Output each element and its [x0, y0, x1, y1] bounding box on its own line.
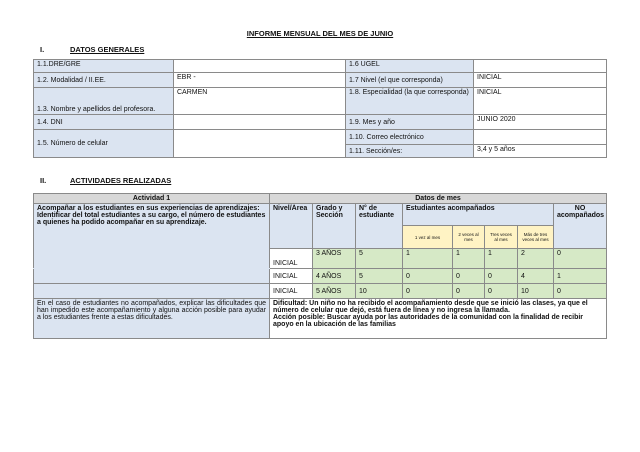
nivel-value: INICIAL — [474, 73, 607, 88]
row-numero: 5 — [356, 269, 403, 284]
activities-table — [33, 193, 607, 339]
col-acompanados-header: Estudiantes acompañados — [403, 204, 554, 226]
row-grado: 5 AÑOS — [313, 284, 356, 299]
sub-header-4: Más de tres veces al mes — [518, 226, 554, 249]
dni-value — [174, 115, 346, 130]
dificultad-response — [270, 299, 607, 339]
especialidad-label: 1.8. Especialidad (la que corresponda) — [346, 88, 474, 115]
row-no: 0 — [554, 284, 607, 299]
row-v4: 2 — [518, 249, 554, 269]
row-v3: 0 — [485, 284, 518, 299]
dificultad-prompt: En el caso de estudiantes no acompañados, explicar las dificultades que han impedido este acompañamiento y alguna acción posible para ayudar a los estudiantes frente a estas dificultades. — [34, 299, 270, 339]
table-row — [34, 269, 607, 284]
row-nivel: INICIAL — [270, 249, 313, 269]
sub-header-1: 1 vez al mes — [403, 226, 453, 249]
actividad-description: Acompañar a los estudiantes en sus experiencias de aprendizajes: Identificar del total estudiantes a su cargo, el número de estudiantes a quienes ha podido acompañar en su aprendizaje. — [34, 204, 270, 269]
row-v2: 1 — [453, 249, 485, 269]
seccion-label: 1.11. Sección/es: — [346, 145, 474, 158]
row-v4: 10 — [518, 284, 554, 299]
row-v2: 0 — [453, 269, 485, 284]
row-grado: 4 AÑOS — [313, 269, 356, 284]
especialidad-value: INICIAL — [474, 88, 607, 115]
seccion-value: 3,4 y 5 años — [474, 145, 607, 158]
row-v3: 0 — [485, 269, 518, 284]
col-nivel-header: Nivel/Área — [270, 204, 313, 249]
modalidad-label: 1.2. Modalidad / II.EE. — [34, 73, 174, 88]
report-title: INFORME MENSUAL DEL MES DE JUNIO — [246, 29, 394, 38]
section-label: ACTIVIDADES REALIZADAS — [70, 176, 172, 185]
mes-value: JUNIO 2020 — [474, 115, 607, 130]
nombre-value: CARMEN — [174, 88, 346, 115]
general-data-table — [33, 59, 607, 158]
row-v4: 4 — [518, 269, 554, 284]
col-numero-header: N° de estudiante — [356, 204, 403, 249]
sub-header-3: Tres veces al mes — [485, 226, 518, 249]
datos-header: Datos de mes — [270, 194, 607, 204]
dificultad-text: Dificultad: Un niño no ha recibido el acompañamiento desde que se inició las clases, ya que el número de celular que dejó, está fuera de línea y no ingresa la llamada. — [273, 300, 588, 314]
ugel-value — [474, 60, 607, 73]
col-no-acompanados-header: NO acompañados — [554, 204, 607, 249]
row-numero: 10 — [356, 284, 403, 299]
row-v3: 1 — [485, 249, 518, 269]
row-grado: 3 AÑOS — [313, 249, 356, 269]
modalidad-value: EBR - — [174, 73, 346, 88]
correo-label: 1.10. Correo electrónico — [346, 130, 474, 145]
row-v1: 0 — [403, 269, 453, 284]
section-number: I. — [40, 45, 45, 54]
section-label: DATOS GENERALES — [70, 45, 145, 54]
col-grado-header: Grado y Sección — [313, 204, 356, 249]
actividad-header: Actividad 1 — [34, 194, 270, 204]
celular-value — [174, 130, 346, 158]
row-no: 1 — [554, 269, 607, 284]
row-numero: 5 — [356, 249, 403, 269]
row-nivel: INICIAL — [270, 269, 313, 284]
row-v1: 1 — [403, 249, 453, 269]
row-v1: 0 — [403, 284, 453, 299]
ugel-label: 1.6 UGEL — [346, 60, 474, 73]
dni-label: 1.4. DNI — [34, 115, 174, 130]
dre-label: 1.1.DRE/GRE — [34, 60, 174, 73]
section-number: II. — [40, 176, 47, 185]
row-v2: 0 — [453, 284, 485, 299]
dre-value — [174, 60, 346, 73]
nivel-label: 1.7 Nivel (el que corresponda) — [346, 73, 474, 88]
nombre-label: 1.3. Nombre y apellidos del profesora. — [34, 88, 174, 115]
table-row — [34, 284, 607, 299]
mes-label: 1.9. Mes y año — [346, 115, 474, 130]
celular-label: 1.5. Número de celular — [34, 130, 174, 158]
accion-text: Acción posible: Buscar ayuda por las autoridades de la comunidad con la finalidad de recibir apoyo en la ubicación de las familias — [273, 314, 584, 328]
row-nivel: INICIAL — [270, 284, 313, 299]
row-no: 0 — [554, 249, 607, 269]
correo-value — [474, 130, 607, 145]
sub-header-2: 2 veces al mes — [453, 226, 485, 249]
